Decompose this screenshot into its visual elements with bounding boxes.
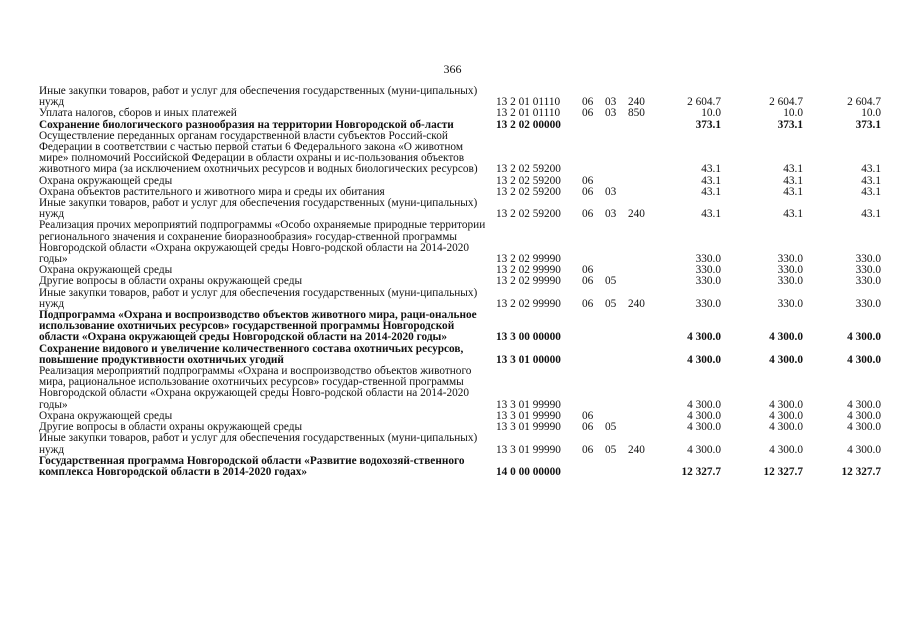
amount-col-3: 4 300.0	[847, 421, 881, 434]
budget-table	[37, 86, 887, 478]
amount-col-3: 4 300.0	[847, 398, 881, 411]
amount-col-2: 330.0	[777, 297, 803, 310]
table-row	[37, 366, 887, 411]
target-article-code: 13 2 02 00000	[496, 118, 561, 131]
section-code: 06	[582, 185, 594, 198]
amount-col-2: 373.1	[777, 118, 803, 131]
row-description: Уплата налогов, сборов и иных платежей	[39, 107, 237, 120]
amount-col-3: 330.0	[855, 275, 881, 288]
subsection-code: 03	[605, 96, 617, 109]
row-description: Иные закупки товаров, работ и услуг для обеспечения государственных (муни-ципальных) нужд	[39, 85, 478, 109]
target-article-code: 13 2 02 59200	[496, 174, 561, 187]
section-code: 06	[582, 208, 594, 221]
target-article-code: 13 3 01 00000	[496, 353, 561, 366]
row-description: Подпрограмма «Охрана и воспроизводство объектов животного мира, раци-ональное использование охотничьих ресурсов» государственной программы Новгородской области «Охрана окружающей среды Новгородской области на 2014-2020 годы»	[39, 309, 477, 344]
target-article-code: 13 2 02 99990	[496, 297, 561, 310]
amount-col-3: 2 604.7	[847, 96, 881, 109]
amount-col-1: 43.1	[701, 174, 721, 187]
table-row	[37, 86, 887, 108]
row-description: Сохранение биологического разнообразия на территории Новгородской об-ласти	[39, 118, 454, 131]
section-code: 06	[582, 107, 594, 120]
section-code: 06	[582, 443, 594, 456]
row-description: Иные закупки товаров, работ и услуг для обеспечения государственных (муни-ципальных) нужд	[39, 197, 478, 221]
amount-col-1: 4 300.0	[687, 353, 721, 366]
amount-col-2: 330.0	[777, 275, 803, 288]
row-description: Государственная программа Новгородской области «Развитие водохозяй-ственного комплекса Новгородской области в 2014-2020 годах»	[39, 454, 465, 478]
amount-col-3: 4 300.0	[847, 443, 881, 456]
amount-col-2: 12 327.7	[763, 465, 803, 478]
amount-col-3: 43.1	[861, 174, 881, 187]
row-description: Другие вопросы в области охраны окружающей среды	[39, 275, 303, 288]
amount-col-3: 4 300.0	[847, 409, 881, 422]
expense-type-code: 240	[628, 297, 645, 310]
amount-col-2: 330.0	[777, 264, 803, 277]
amount-col-1: 10.0	[701, 107, 721, 120]
row-description: Другие вопросы в области охраны окружающей среды	[39, 421, 303, 434]
target-article-code: 13 2 02 99990	[496, 275, 561, 288]
section-code: 06	[582, 421, 594, 434]
amount-col-3: 12 327.7	[841, 465, 881, 478]
subsection-code: 05	[605, 421, 617, 434]
expense-type-code: 240	[628, 443, 645, 456]
row-description: Сохранение видового и увеличение количественного состава охотничьих ресурсов, повышение продуктивности охотничьих угодий	[39, 342, 464, 366]
target-article-code: 14 0 00 00000	[496, 465, 561, 478]
amount-col-1: 4 300.0	[687, 409, 721, 422]
amount-col-3: 330.0	[855, 253, 881, 266]
amount-col-2: 43.1	[783, 185, 803, 198]
amount-col-3: 330.0	[855, 297, 881, 310]
subsection-code: 05	[605, 443, 617, 456]
target-article-code: 13 2 02 59200	[496, 163, 561, 176]
amount-col-2: 330.0	[777, 253, 803, 266]
table-row	[37, 344, 887, 366]
section-code: 06	[582, 96, 594, 109]
amount-col-1: 43.1	[701, 185, 721, 198]
section-code: 06	[582, 409, 594, 422]
section-code: 06	[582, 264, 594, 277]
amount-col-3: 43.1	[861, 163, 881, 176]
amount-col-2: 4 300.0	[769, 409, 803, 422]
amount-col-2: 43.1	[783, 163, 803, 176]
section-code: 06	[582, 275, 594, 288]
amount-col-2: 4 300.0	[769, 331, 803, 344]
table-row	[37, 310, 887, 344]
table-row	[37, 456, 887, 478]
expense-type-code: 850	[628, 107, 645, 120]
table-row	[37, 131, 887, 176]
section-code: 06	[582, 174, 594, 187]
subsection-code: 03	[605, 107, 617, 120]
amount-col-1: 330.0	[695, 264, 721, 277]
subsection-code: 05	[605, 297, 617, 310]
row-description: Охрана окружающей среды	[39, 174, 173, 187]
target-article-code: 13 2 02 59200	[496, 208, 561, 221]
amount-col-1: 330.0	[695, 297, 721, 310]
amount-col-1: 2 604.7	[687, 96, 721, 109]
amount-col-1: 4 300.0	[687, 421, 721, 434]
row-description: Охрана окружающей среды	[39, 264, 173, 277]
amount-col-1: 43.1	[701, 163, 721, 176]
amount-col-2: 4 300.0	[769, 443, 803, 456]
target-article-code: 13 2 02 59200	[496, 185, 561, 198]
target-article-code: 13 2 01 01110	[496, 107, 561, 120]
amount-col-1: 330.0	[695, 253, 721, 266]
table-row	[37, 288, 887, 310]
target-article-code: 13 3 01 99990	[496, 409, 561, 422]
expense-type-code: 240	[628, 96, 645, 109]
section-code: 06	[582, 297, 594, 310]
amount-col-3: 4 300.0	[847, 331, 881, 344]
amount-col-2: 4 300.0	[769, 421, 803, 434]
amount-col-3: 373.1	[855, 118, 881, 131]
table-row	[37, 220, 887, 265]
table-row	[37, 108, 887, 119]
table-row	[37, 276, 887, 287]
expense-type-code: 240	[628, 208, 645, 221]
row-description: Иные закупки товаров, работ и услуг для обеспечения государственных (муни-ципальных) нужд	[39, 286, 478, 310]
target-article-code: 13 3 01 99990	[496, 421, 561, 434]
amount-col-3: 10.0	[861, 107, 881, 120]
amount-col-2: 4 300.0	[769, 398, 803, 411]
amount-col-1: 4 300.0	[687, 331, 721, 344]
amount-col-2: 10.0	[783, 107, 803, 120]
table-row	[37, 433, 887, 455]
row-description: Осуществление переданных органам государственной власти субъектов Россий-ской Федерации в соответствии с частью первой статьи 6 Федерального закона «О животном мире» полномочий Российской Федерации в области охраны и ис-пользования объектов животного мира (за исключением охотничьих ресурсов и водных биологических ресурсов)	[39, 129, 478, 176]
target-article-code: 13 2 02 99990	[496, 253, 561, 266]
amount-col-2: 4 300.0	[769, 353, 803, 366]
amount-col-2: 43.1	[783, 208, 803, 221]
row-description: Охрана объектов растительного и животного мира и среды их обитания	[39, 185, 385, 198]
target-article-code: 13 2 01 01110	[496, 96, 561, 109]
amount-col-2: 2 604.7	[769, 96, 803, 109]
amount-col-1: 12 327.7	[681, 465, 721, 478]
amount-col-3: 4 300.0	[847, 353, 881, 366]
row-description: Охрана окружающей среды	[39, 409, 173, 422]
subsection-code: 03	[605, 185, 617, 198]
amount-col-1: 4 300.0	[687, 443, 721, 456]
row-description: Реализация прочих мероприятий подпрограммы «Особо охраняемые природные территории регионального значения и сохранение биоразнообразия» государ-ственной программы Новгородской области «Охрана окружающей среды Новго-родской области на 2014-2020 годы»	[39, 219, 486, 266]
amount-col-3: 330.0	[855, 264, 881, 277]
row-description: Реализация мероприятий подпрограммы «Охрана и воспроизводство объектов животного мира, рациональное использование охотничьих ресурсов» государ-ственной программы Новгородской области «Охрана окружающей среды Новго-родской области на 2014-2020 годы»	[39, 365, 472, 411]
amount-col-1: 43.1	[701, 208, 721, 221]
amount-col-3: 43.1	[861, 208, 881, 221]
amount-col-1: 330.0	[695, 275, 721, 288]
amount-col-1: 4 300.0	[687, 398, 721, 411]
subsection-code: 03	[605, 208, 617, 221]
target-article-code: 13 2 02 99990	[496, 264, 561, 277]
subsection-code: 05	[605, 275, 617, 288]
table-row	[37, 198, 887, 220]
row-description: Иные закупки товаров, работ и услуг для обеспечения государственных (муни-ципальных) нужд	[39, 432, 478, 456]
target-article-code: 13 3 01 99990	[496, 443, 561, 456]
amount-col-3: 43.1	[861, 185, 881, 198]
target-article-code: 13 3 01 99990	[496, 398, 561, 411]
target-article-code: 13 3 00 00000	[496, 331, 561, 344]
amount-col-1: 373.1	[695, 118, 721, 131]
amount-col-2: 43.1	[783, 174, 803, 187]
page-number: 366	[443, 62, 462, 76]
